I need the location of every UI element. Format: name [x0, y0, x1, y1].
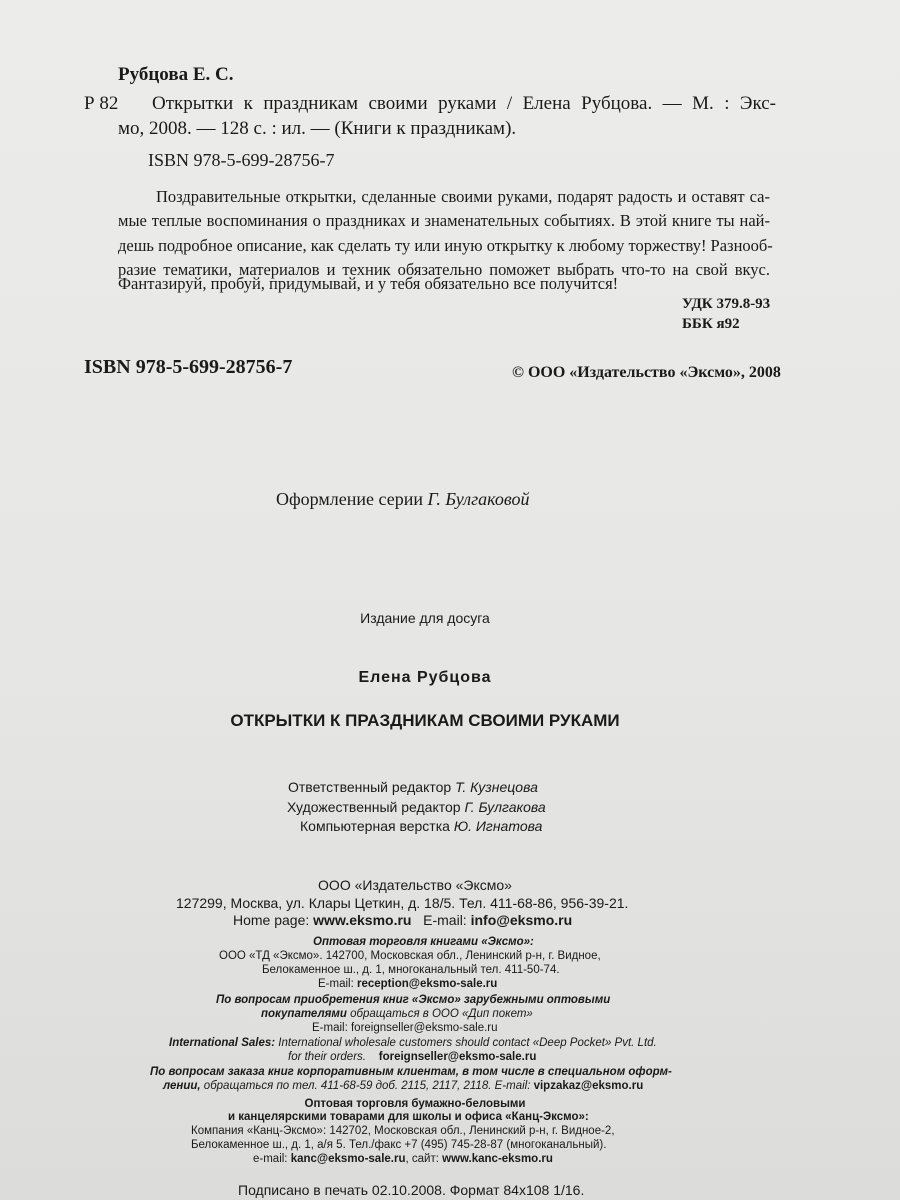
international-text: International wholesale customers should contact «Deep Pocket» Pvt. Ltd.	[278, 1037, 657, 1049]
corporate-heading-cont: лении,	[163, 1080, 201, 1092]
credit-name: Ю. Игнатова	[453, 818, 543, 834]
home-page-link[interactable]: www.eksmo.ru	[313, 912, 412, 928]
annotation-line: Поздравительные открытки, сделанные своими руками, подарят радость и оставят са-	[156, 187, 770, 206]
publisher-address: 127299, Москва, ул. Клары Цеткин, д. 18/5. Тел. 411-68-86, 956-39-21.	[176, 895, 629, 911]
annotation-line: мые теплые воспоминания о праздниках и знаменательных событиях. В этой книге ты най-	[118, 211, 770, 230]
international-label: International Sales:	[169, 1037, 276, 1049]
wholesale-line: ООО «ТД «Эксмо». 142700, Московская обл., Ленинский р-н, г. Видное,	[219, 950, 601, 962]
email-label: E-mail:	[312, 1022, 348, 1034]
wholesale-heading: Оптовая торговля книгами «Эксмо»:	[313, 936, 534, 948]
email-link[interactable]: foreignseller@eksmo-sale.ru	[350, 1022, 498, 1034]
site-label: , сайт:	[405, 1153, 439, 1165]
email-link[interactable]: info@eksmo.ru	[470, 912, 573, 928]
stationery-line: Компания «Канц-Эксмо»: 142702, Московская обл., Ленинский р-н, г. Видное-2,	[191, 1125, 615, 1137]
annotation-line: дешь подробное описание, как сделать ту или иную открытку к любому торжеству! Разнооб-	[118, 236, 773, 255]
email-link[interactable]: kanc@eksmo-sale.ru	[290, 1153, 406, 1165]
biblio-line-1: Открытки к праздникам своими руками / Елена Рубцова. — М. : Экс-	[152, 93, 776, 114]
email-link[interactable]: foreignseller@eksmo-sale.ru	[378, 1051, 537, 1063]
foreign-heading: По вопросам приобретения книг «Эксмо» зарубежными оптовыми	[216, 994, 611, 1006]
series-design-name: Г. Булгаковой	[427, 489, 530, 509]
credit-line	[287, 799, 546, 815]
site-link[interactable]: www.kanc-eksmo.ru	[442, 1153, 553, 1165]
isbn-line: ISBN 978-5-699-28756-7	[148, 150, 335, 170]
email-link[interactable]: reception@eksmo-sale.ru	[356, 978, 498, 990]
edition-type: Издание для досуга	[360, 610, 490, 626]
stationery-contacts	[253, 1153, 553, 1165]
isbn-bold: ISBN 978-5-699-28756-7	[84, 356, 293, 378]
international-line	[288, 1051, 536, 1063]
credit-role: Ответственный редактор	[288, 779, 452, 795]
annotation-line: разие тематики, материалов и техник обязательно поможет выбрать что-то на свой вкус.	[118, 260, 770, 279]
annotation-line: Фантазируй, пробуй, придумывай, и у тебя обязательно все получится!	[118, 274, 619, 293]
series-design-label: Оформление серии	[276, 489, 423, 509]
copyright-line: © ООО «Издательство «Эксмо», 2008	[512, 364, 781, 381]
call-number: Р 82	[84, 93, 119, 114]
foreign-contact: обращаться в ООО «Дип покет»	[350, 1008, 533, 1020]
author-heading: Рубцова Е. С.	[118, 64, 234, 85]
edition-author: Елена Рубцова	[358, 669, 492, 686]
credit-line	[288, 779, 538, 795]
corporate-contact: обращаться по тел. 411-68-59 доб. 2115, 2117, 2118. E-mail:	[203, 1080, 531, 1092]
corporate-line	[163, 1080, 643, 1092]
credit-role: Компьютерная верстка	[300, 818, 450, 834]
stationery-line: Белокаменное ш., д. 1, а/я 5. Тел./факс +7 (495) 745-28-87 (многоканальный).	[191, 1139, 607, 1151]
foreign-email	[312, 1022, 498, 1034]
credit-role: Художественный редактор	[287, 799, 461, 815]
credit-line	[300, 818, 542, 834]
bbk-code: ББК я92	[682, 316, 740, 332]
credit-name: Т. Кузнецова	[455, 779, 538, 795]
email-label: E-mail:	[318, 978, 354, 990]
foreign-heading-cont: покупателями	[261, 1008, 347, 1020]
home-page-label: Home page:	[233, 912, 310, 928]
edition-title: ОТКРЫТКИ К ПРАЗДНИКАМ СВОИМИ РУКАМИ	[230, 711, 620, 730]
international-text: for their orders.	[288, 1051, 366, 1063]
credit-name: Г. Булгакова	[464, 799, 546, 815]
wholesale-email	[318, 978, 497, 990]
publisher-contacts	[233, 912, 572, 928]
stationery-heading: Оптовая торговля бумажно-беловыми	[304, 1098, 526, 1110]
series-design-credit	[276, 489, 529, 510]
print-info: Подписано в печать 02.10.2008. Формат 84х108 1/16.	[238, 1182, 585, 1198]
international-line	[169, 1037, 657, 1049]
stationery-heading-cont: и канцелярскими товарами для школы и офиса «Канц-Эксмо»:	[228, 1111, 589, 1123]
email-label: E-mail:	[423, 912, 467, 928]
biblio-line-2: мо, 2008. — 128 с. : ил. — (Книги к праздникам).	[118, 118, 517, 139]
publisher-name: ООО «Издательство «Эксмо»	[318, 877, 512, 893]
email-label: e-mail:	[253, 1153, 288, 1165]
corporate-heading: По вопросам заказа книг корпоративным клиентам, в том числе в специальном оформ-	[150, 1066, 672, 1078]
udk-code: УДК 379.8-93	[682, 296, 771, 312]
wholesale-line: Белокаменное ш., д. 1, многоканальный тел. 411-50-74.	[262, 964, 560, 976]
foreign-line	[261, 1008, 533, 1020]
email-link[interactable]: vipzakaz@eksmo.ru	[533, 1080, 644, 1092]
